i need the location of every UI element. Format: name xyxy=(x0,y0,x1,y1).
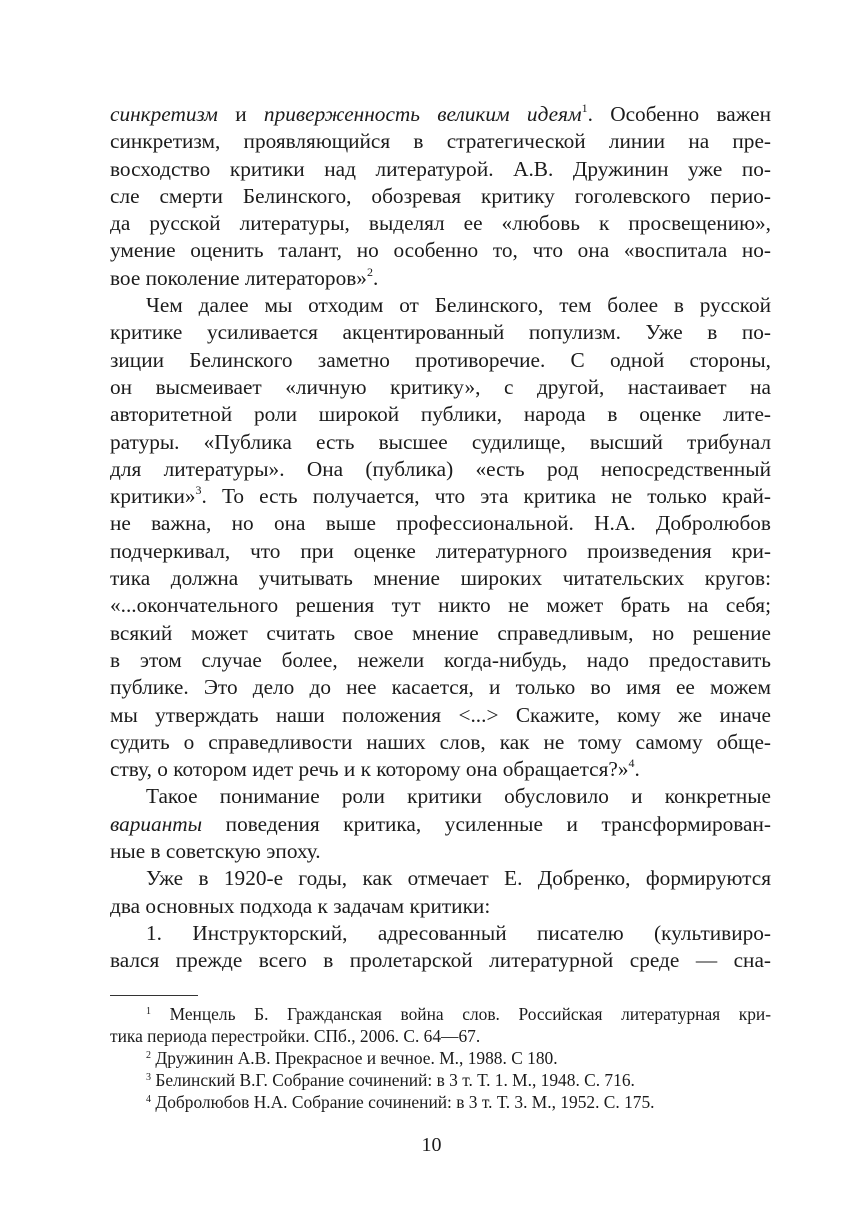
footnote-line xyxy=(110,1025,771,1047)
footnote-line xyxy=(110,1069,771,1091)
footnote-text: тика периода перестройки. СПб., 2006. С. 64—67. xyxy=(110,1026,481,1046)
text-segment: . xyxy=(634,757,640,782)
body-text xyxy=(110,101,771,975)
text-segment: да русской литературы, выделял ее «любовь к просвещению», xyxy=(110,211,771,236)
text-line xyxy=(110,347,771,374)
text-line xyxy=(110,592,771,619)
footnote-line xyxy=(110,1003,771,1025)
text-line xyxy=(110,538,771,565)
text-line xyxy=(110,838,771,865)
text-segment: Чем далее мы отходим от Белинского, тем более в русской xyxy=(146,293,771,318)
text-line xyxy=(110,729,771,756)
footnote-number: 2 xyxy=(146,1050,151,1061)
footnote-number: 4 xyxy=(146,1094,151,1105)
text-line xyxy=(110,401,771,428)
text-line xyxy=(110,756,771,783)
text-line xyxy=(110,319,771,346)
text-line xyxy=(110,565,771,592)
text-segment: восходство критики над литературой. А.В. Дружинин уже по- xyxy=(110,156,771,181)
footnote-text: Добролюбов Н.А. Собрание сочинений: в 3 т. Т. 3. М., 1952. С. 175. xyxy=(155,1092,655,1112)
footnote-ref: 2 xyxy=(366,264,373,279)
footnote-line xyxy=(110,1091,771,1113)
text-segment: ству, о котором идет речь и к которому она обращается?» xyxy=(110,757,629,782)
text-line xyxy=(110,101,771,128)
footnote-number: 3 xyxy=(146,1072,151,1083)
text-segment: он высмеивает «личную критику», с другой, настаивает на xyxy=(110,374,771,399)
text-line xyxy=(110,483,771,510)
text-line xyxy=(110,265,771,292)
text-segment: синкретизм, проявляющийся в стратегической линии на пре- xyxy=(110,129,771,154)
italic-text: синкретизм xyxy=(110,102,218,126)
text-line xyxy=(110,702,771,729)
footnote-number: 1 xyxy=(146,1006,151,1017)
text-segment: . xyxy=(372,265,379,290)
footnote-ref: 1 xyxy=(581,101,588,115)
footnotes xyxy=(110,1003,771,1113)
text-segment: критике усиливается акцентированный популизм. Уже в по- xyxy=(110,320,771,345)
footnote-text: Дружинин А.В. Прекрасное и вечное. М., 1988. С 180. xyxy=(155,1048,558,1068)
footnote-text: Менцель Б. Гражданская война слов. Российская литературная кри- xyxy=(169,1004,771,1024)
text-segment: критики» xyxy=(110,484,196,509)
text-segment: вое поколение литераторов» xyxy=(110,265,367,290)
text-segment: сле смерти Белинского, обозревая критику гоголевского перио- xyxy=(110,183,771,208)
text-line xyxy=(110,893,771,920)
text-segment: «...окончательного решения тут никто не может брать на себя; xyxy=(110,593,771,618)
text-segment: 1. Инструкторский, адресованный писателю (культивиро- xyxy=(146,920,771,945)
italic-text: варианты xyxy=(110,811,203,836)
text-line xyxy=(110,674,771,701)
text-line xyxy=(110,811,771,838)
text-line xyxy=(110,292,771,319)
text-line xyxy=(110,620,771,647)
footnote-line xyxy=(110,1047,771,1069)
text-line xyxy=(110,374,771,401)
footnote-text: Белинский В.Г. Собрание сочинений: в 3 т. Т. 1. М., 1948. С. 716. xyxy=(155,1070,635,1090)
text-segment: публике. Это дело до нее касается, и только во имя ее можем xyxy=(110,675,771,700)
text-line xyxy=(110,156,771,183)
text-segment: Такое понимание роли критики обусловило и конкретные xyxy=(146,784,771,809)
text-segment: ные в советскую эпоху. xyxy=(110,839,321,864)
text-segment: ратуры. «Публика есть высшее судилище, высший трибунал xyxy=(110,429,771,454)
text-line xyxy=(110,456,771,483)
text-line xyxy=(110,183,771,210)
text-line xyxy=(110,783,771,810)
text-line xyxy=(110,510,771,537)
italic-text: приверженность великим идеям xyxy=(263,102,582,126)
text-segment: зиции Белинского заметно противоречие. С одной стороны, xyxy=(110,347,771,372)
footnote-ref: 4 xyxy=(628,756,635,771)
text-segment: вался прежде всего в пролетарской литературной среде — сна- xyxy=(110,948,771,973)
text-line xyxy=(110,210,771,237)
text-line xyxy=(110,429,771,456)
text-segment: судить о справедливости наших слов, как не тому самому обще- xyxy=(110,729,771,754)
text-segment: Уже в 1920-е годы, как отмечает Е. Добренко, формируются xyxy=(146,866,771,891)
text-segment: подчеркивал, что при оценке литературного произведения кри- xyxy=(110,538,771,563)
text-line xyxy=(110,647,771,674)
text-segment: умение оценить талант, но особенно то, что она «воспитала но- xyxy=(110,238,771,263)
text-segment: не важна, но она выше профессиональной. Н.А. Добролюбов xyxy=(110,511,771,536)
page-number: 10 xyxy=(421,1134,442,1156)
text-segment: . То есть получается, что эта критика не только край- xyxy=(201,484,771,509)
text-segment: и xyxy=(217,102,264,126)
text-line xyxy=(110,128,771,155)
text-line xyxy=(110,947,771,974)
footnote-ref: 3 xyxy=(195,483,202,498)
text-segment: поведения критика, усиленные и трансформирован- xyxy=(202,811,771,836)
text-segment: два основных подхода к задачам критики: xyxy=(110,893,491,918)
text-segment: в этом случае более, нежели когда-нибудь, надо предоставить xyxy=(110,647,771,672)
text-segment: . Особенно важен xyxy=(587,102,771,126)
text-segment: всякий может считать свое мнение справедливым, но решение xyxy=(110,620,771,645)
text-segment: авторитетной роли широкой публики, народа в оценке лите- xyxy=(110,402,771,427)
text-segment: для литературы». Она (публика) «есть род непосредственный xyxy=(110,456,771,481)
text-line xyxy=(110,237,771,264)
text-segment: тика должна учитывать мнение широких читательских кругов: xyxy=(110,566,771,591)
footnote-separator xyxy=(110,995,198,996)
text-line xyxy=(110,865,771,892)
text-segment: мы утверждать наши положения <...> Скажите, кому же иначе xyxy=(110,702,771,727)
text-line xyxy=(110,920,771,947)
